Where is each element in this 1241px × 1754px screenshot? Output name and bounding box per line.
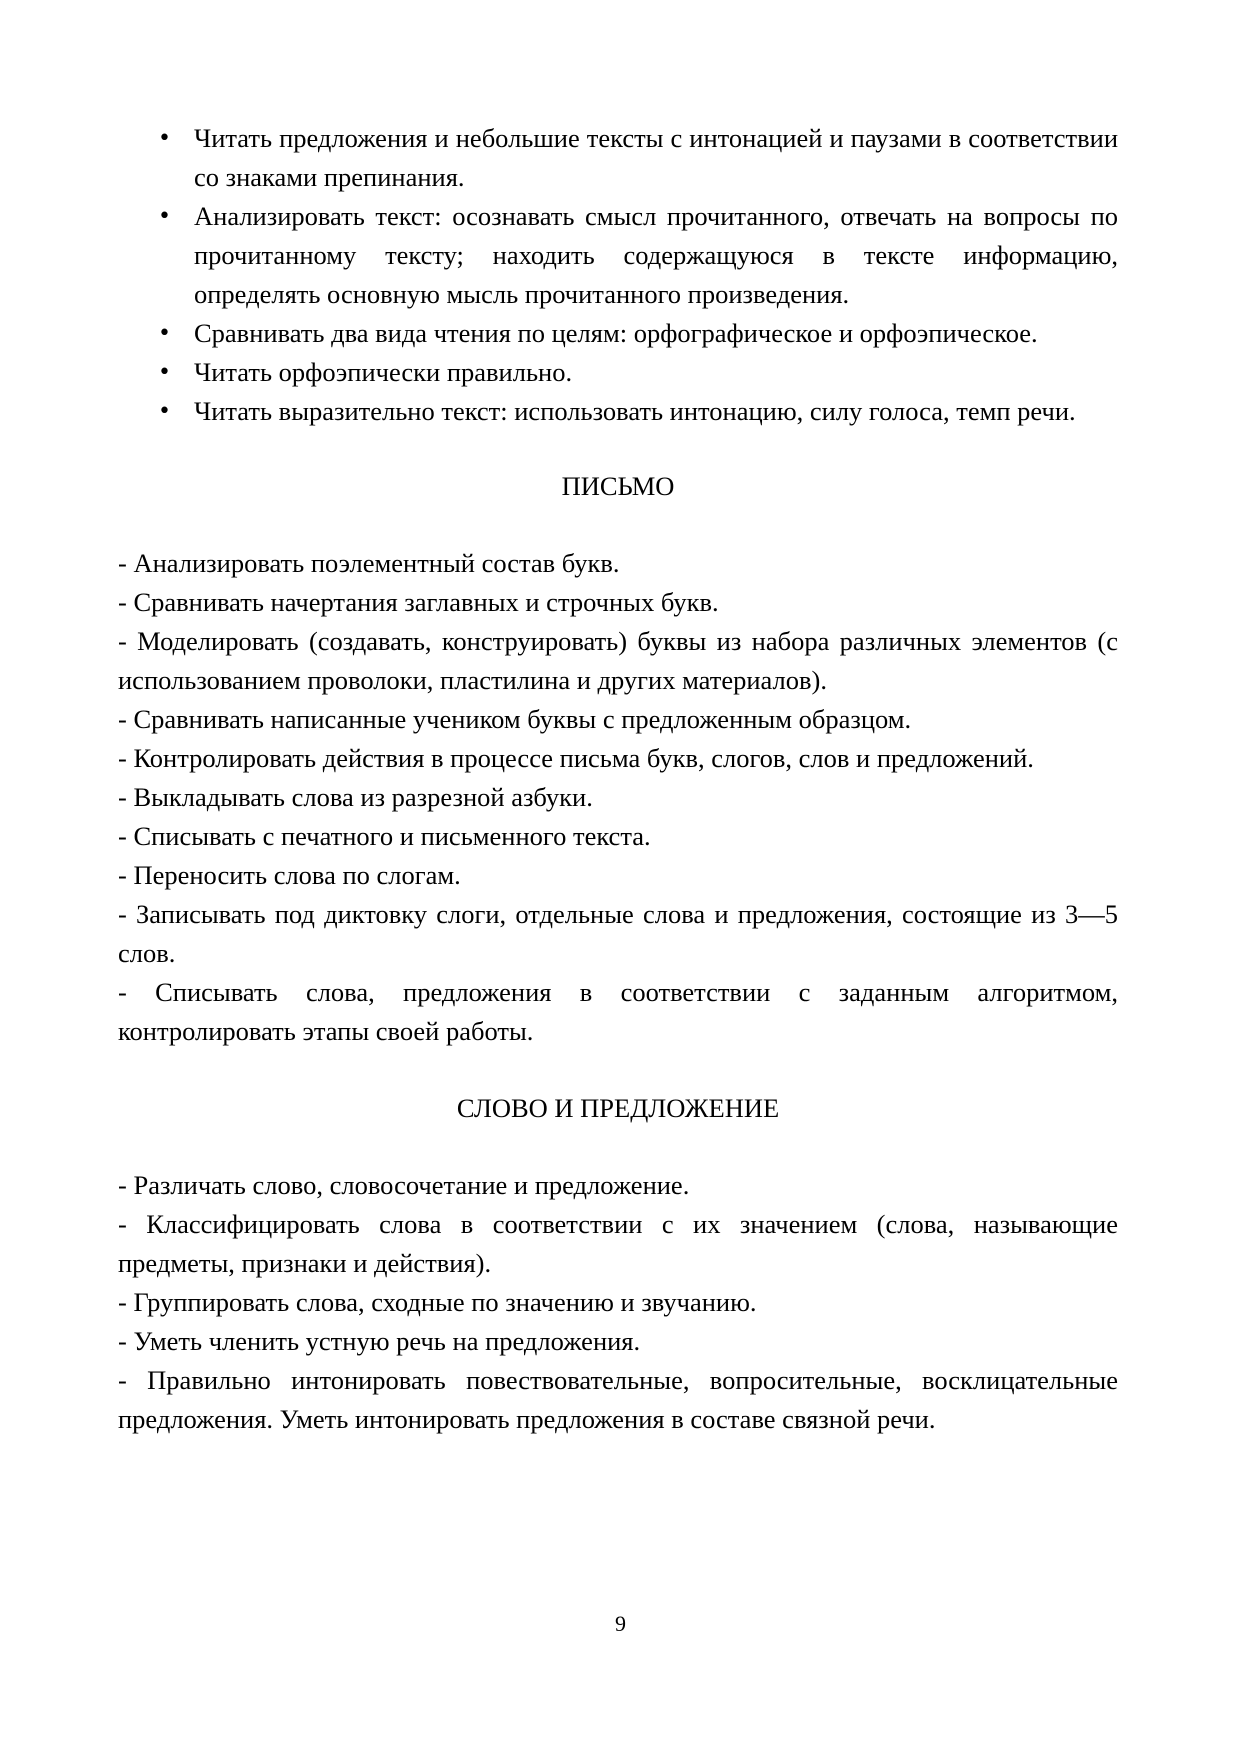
page-body <box>118 119 1118 1439</box>
list-item-text: Сравнивать два вида чтения по целям: орфографическое и орфоэпическое. <box>194 318 1038 348</box>
list-item: - Списывать с печатного и письменного текста. <box>118 821 651 851</box>
page-number: 9 <box>615 1611 626 1636</box>
list-item <box>118 119 1118 197</box>
list-item-text: Анализировать текст: осознавать смысл прочитанного, отвечать на вопросы по прочитанному тексту; находить содержащуюся в тексте информацию, определять основную мысль прочитанного произведения. <box>194 201 1118 309</box>
bullet-icon: • <box>158 360 171 385</box>
list-item: - Классифицировать слова в соответствии с их значением (слова, называющие предметы, признаки и действия). <box>118 1209 1118 1278</box>
list-item: - Моделировать (создавать, конструировать) буквы из набора различных элементов (с использованием проволоки, пластилина и других материалов). <box>118 626 1118 695</box>
reading-skills-list <box>118 119 1118 431</box>
section-heading-pismo: ПИСЬМО <box>561 471 675 501</box>
list-item-text: Читать орфоэпически правильно. <box>194 357 573 387</box>
list-item <box>118 314 1118 353</box>
list-item: - Анализировать поэлементный состав букв. <box>118 548 620 578</box>
list-item: - Правильно интонировать повествовательные, вопросительные, восклицательные предложения. Уметь интонировать предложения в составе связной речи. <box>118 1365 1118 1434</box>
list-item: - Уметь членить устную речь на предложения. <box>118 1326 641 1356</box>
pismo-skills-list <box>118 544 1118 1051</box>
bullet-icon: • <box>158 399 171 424</box>
list-item: - Списывать слова, предложения в соответствии с заданным алгоритмом, контролировать этапы своей работы. <box>118 977 1118 1046</box>
list-item: - Выкладывать слова из разрезной азбуки. <box>118 782 593 812</box>
list-item: - Переносить слова по слогам. <box>118 860 461 890</box>
list-item: - Контролировать действия в процессе письма букв, слогов, слов и предложений. <box>118 743 1034 773</box>
list-item: - Сравнивать начертания заглавных и строчных букв. <box>118 587 719 617</box>
list-item-text: Читать предложения и небольшие тексты с интонацией и паузами в соответствии со знаками препинания. <box>194 123 1118 192</box>
list-item <box>118 197 1118 314</box>
list-item: - Различать слово, словосочетание и предложение. <box>118 1170 690 1200</box>
list-item-text: Читать выразительно текст: использовать интонацию, силу голоса, темп речи. <box>194 396 1076 426</box>
list-item: - Сравнивать написанные учеником буквы с предложенным образцом. <box>118 704 912 734</box>
slovo-skills-list <box>118 1166 1118 1439</box>
bullet-icon: • <box>158 321 171 346</box>
list-item <box>118 392 1118 431</box>
section-heading-slovo: СЛОВО И ПРЕДЛОЖЕНИЕ <box>456 1093 780 1123</box>
bullet-icon: • <box>158 126 171 151</box>
list-item: - Записывать под диктовку слоги, отдельные слова и предложения, состоящие из 3—5 слов. <box>118 899 1118 968</box>
list-item: - Группировать слова, сходные по значению и звучанию. <box>118 1287 757 1317</box>
bullet-icon: • <box>158 204 171 229</box>
list-item <box>118 353 1118 392</box>
